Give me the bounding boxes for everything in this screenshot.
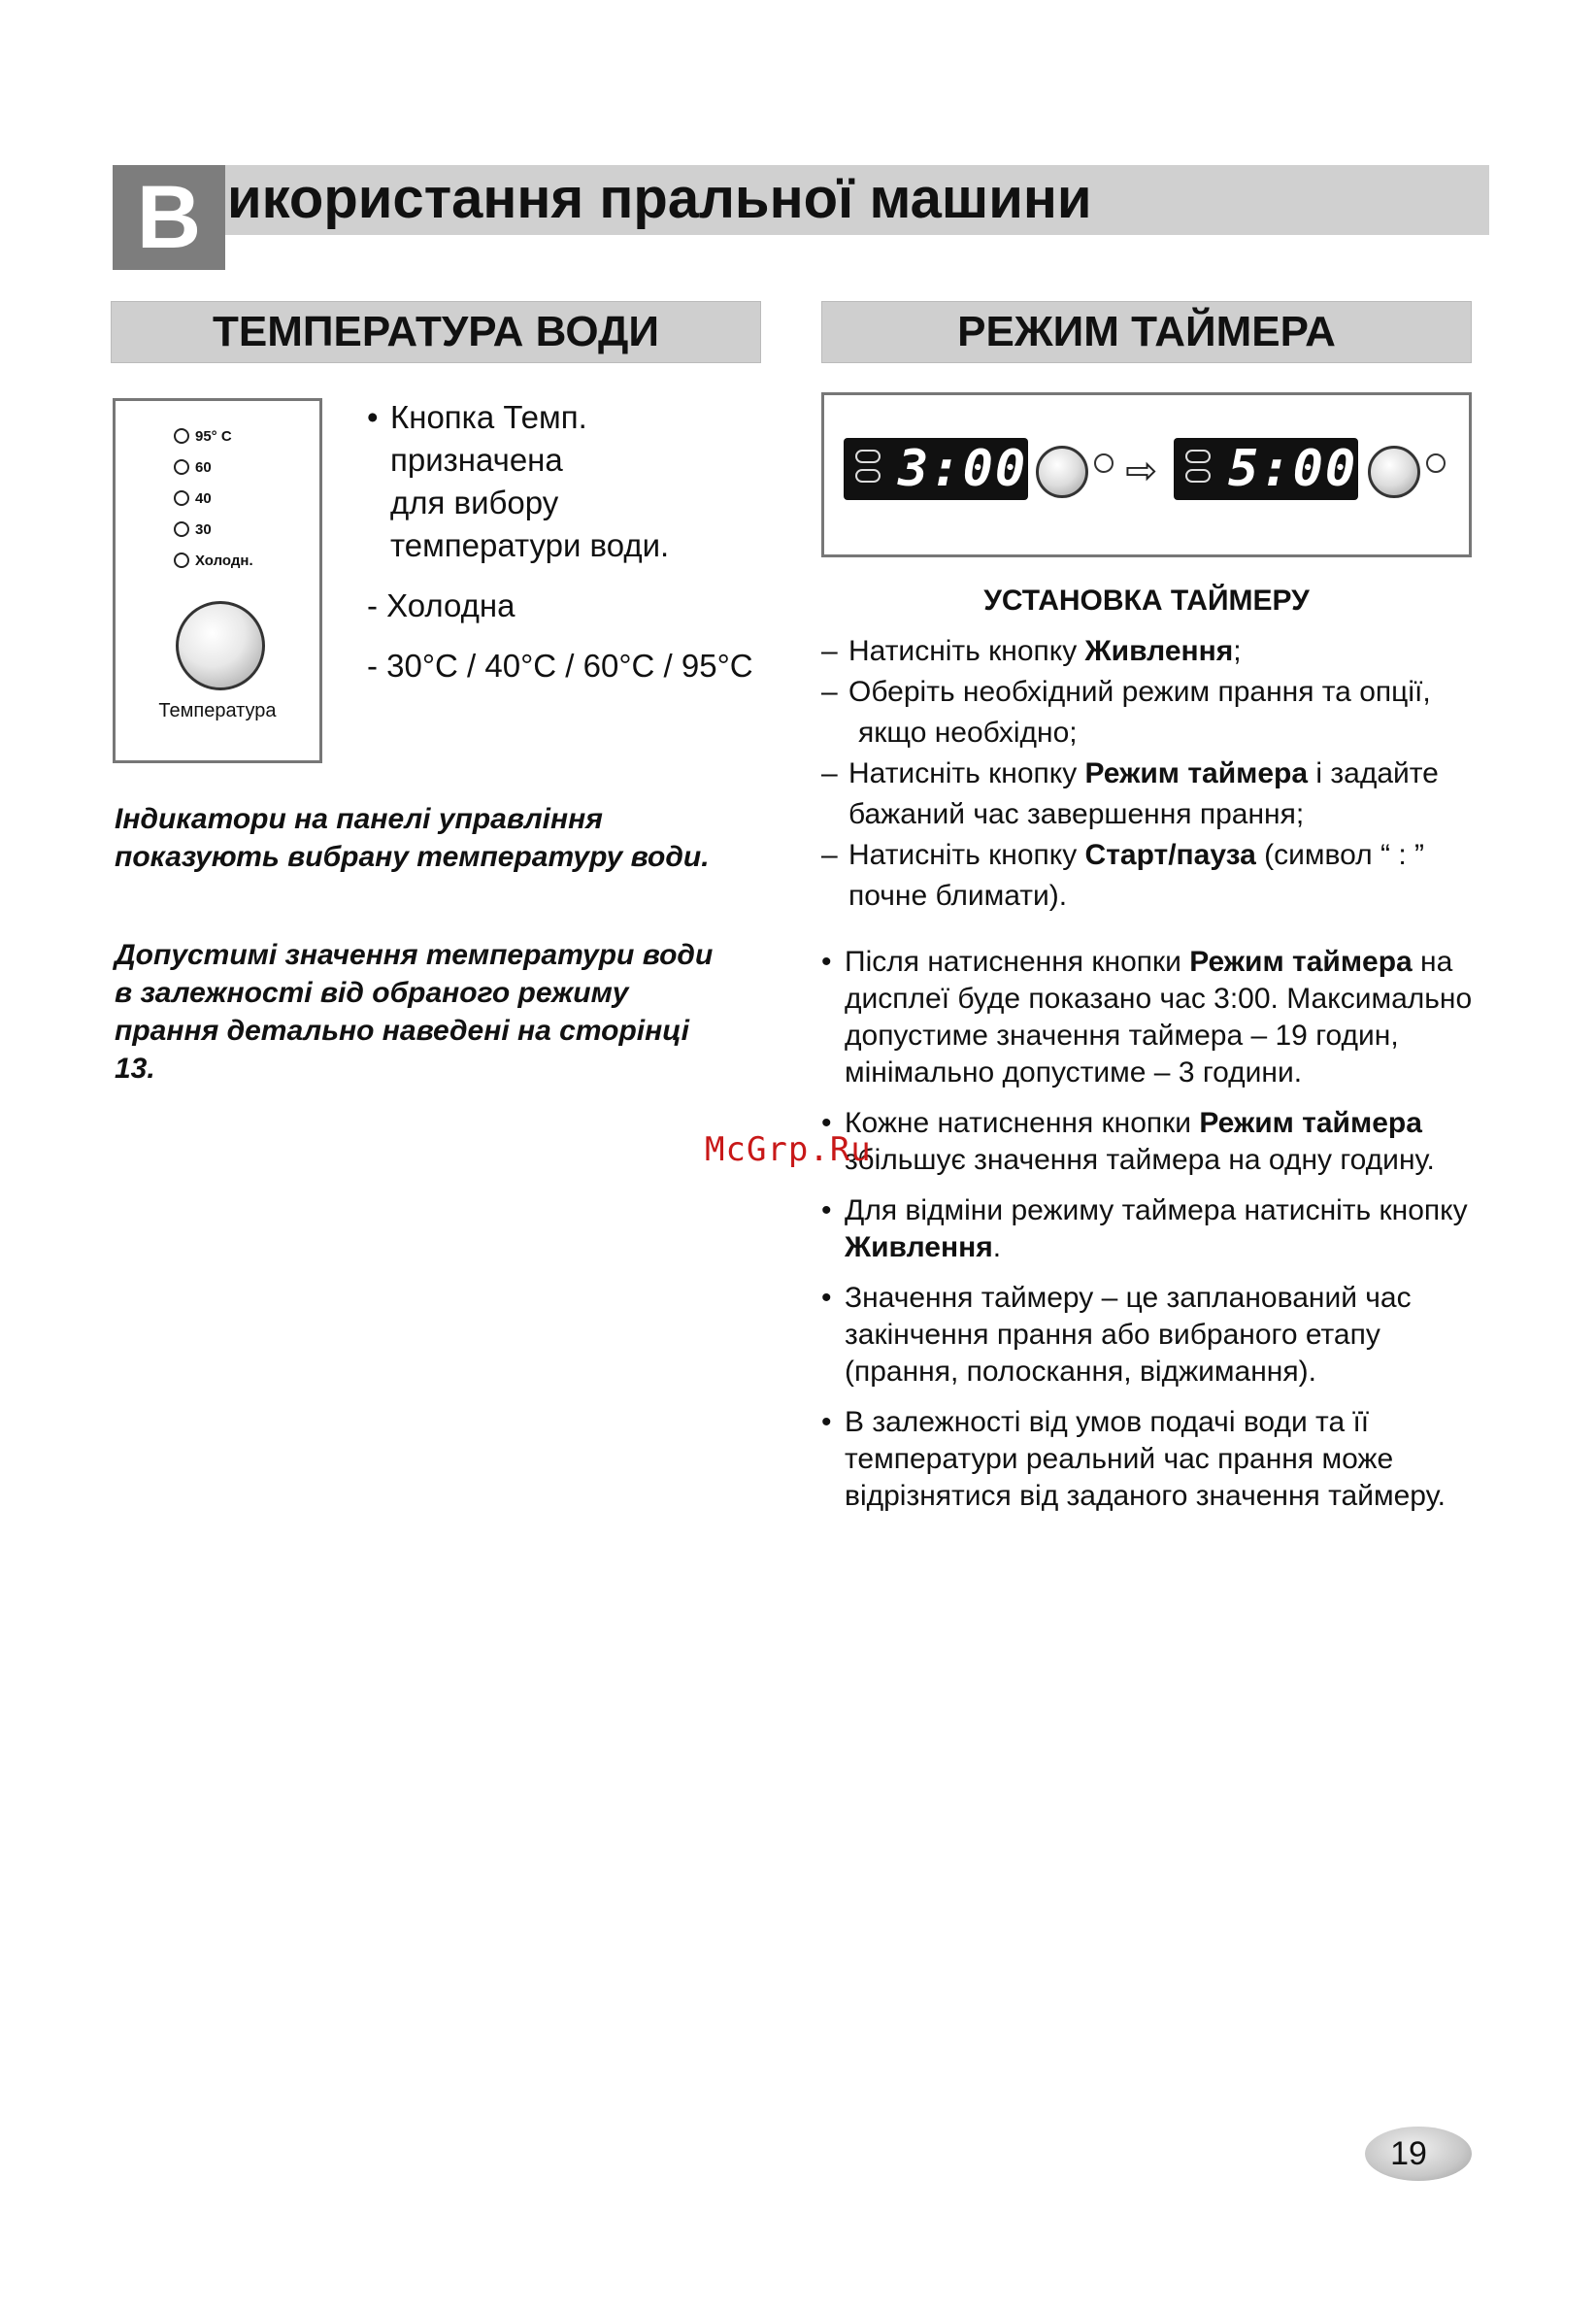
temp-option-95: 95° C bbox=[174, 424, 232, 448]
timer-display-illustration bbox=[821, 392, 1472, 557]
led-icon bbox=[174, 521, 189, 537]
dash-item-cold: - Холодна bbox=[367, 587, 515, 623]
page-number: 19 bbox=[1390, 2135, 1427, 2172]
timer-button-icon bbox=[1368, 446, 1420, 498]
temperature-panel bbox=[113, 398, 322, 763]
temperature-knob bbox=[176, 601, 265, 690]
wash-icon bbox=[1185, 450, 1211, 463]
clock-icon bbox=[1426, 453, 1446, 473]
wash-icon bbox=[855, 450, 881, 463]
step-item: – Натисніть кнопку Режим таймера і задайте бажаний час завершення прання; bbox=[821, 757, 1439, 830]
indicator-note: Індикатори на панелі управління показують вибрану температуру води. bbox=[115, 803, 710, 873]
temperature-button-description bbox=[367, 396, 794, 687]
led-icon bbox=[174, 553, 189, 568]
led-icon bbox=[174, 490, 189, 506]
led-icon bbox=[174, 428, 189, 444]
display-after bbox=[1174, 438, 1358, 500]
lock-icon bbox=[1185, 469, 1211, 483]
note-item: • Після натиснення кнопки Режим таймера на дисплеї буде показано час 3:00. Максимально допустиме значення таймера – 19 годин, мінімально допустиме – 3 години. bbox=[821, 946, 1473, 1089]
temp-option-60: 60 bbox=[174, 455, 212, 479]
note-item: • Кожне натиснення кнопки Режим таймера збільшує значення таймера на одну годину. bbox=[821, 1107, 1435, 1176]
title-initial: В bbox=[136, 168, 202, 267]
note-item: • Для відміни режиму таймера натисніть кнопку Живлення. bbox=[821, 1194, 1468, 1263]
note-item: • В залежності від умов подачі води та її температури реальний час прання може відрізнятися від заданого значення таймеру. bbox=[821, 1406, 1446, 1512]
bullet-item: • Кнопка Темп. призначена для вибору температури води. bbox=[367, 396, 794, 567]
title-initial-box bbox=[113, 165, 225, 270]
note-item: • Значення таймеру – це запланований час закінчення прання або вибраного етапу (прання, полоскання, віджимання). bbox=[821, 1282, 1412, 1388]
watermark: McGrp.Ru bbox=[705, 1130, 872, 1169]
display-time-after: 5:00 bbox=[1228, 440, 1358, 498]
display-before bbox=[844, 438, 1028, 500]
timer-button-icon bbox=[1036, 446, 1088, 498]
arrow-right-icon: ⇨ bbox=[1125, 450, 1158, 492]
timer-notes bbox=[821, 944, 1491, 1528]
lock-icon bbox=[855, 469, 881, 483]
temp-option-40: 40 bbox=[174, 486, 212, 510]
timer-setup-heading: УСТАНОВКА ТАЙМЕРУ bbox=[983, 585, 1310, 617]
clock-icon bbox=[1094, 453, 1114, 473]
step-item: – Натисніть кнопку Старт/пауза (символ “ : ” почне блимати). bbox=[821, 839, 1425, 912]
knob-label: Температура bbox=[158, 700, 277, 721]
water-temperature-header: ТЕМПЕРАТУРА ВОДИ bbox=[111, 301, 761, 363]
timer-mode-header: РЕЖИМ ТАЙМЕРА bbox=[821, 301, 1472, 363]
dash-item-temps: - 30°C / 40°C / 60°C / 95°C bbox=[367, 648, 753, 684]
timer-steps bbox=[821, 631, 1481, 917]
display-time-before: 3:00 bbox=[898, 440, 1028, 498]
temp-option-cold: Холодн. bbox=[174, 549, 253, 572]
step-item: – Оберіть необхідний режим прання та опції, якщо необхідно; bbox=[821, 676, 1431, 749]
temp-option-30: 30 bbox=[174, 518, 212, 541]
led-icon bbox=[174, 459, 189, 475]
page-title: икористання пральної машини bbox=[227, 167, 1092, 230]
step-item: – Натисніть кнопку Живлення; bbox=[821, 635, 1242, 667]
allowed-values-note: Допустимі значення температури води в залежності від обраного режиму прання детально наведені на сторінці 13. bbox=[115, 939, 714, 1085]
